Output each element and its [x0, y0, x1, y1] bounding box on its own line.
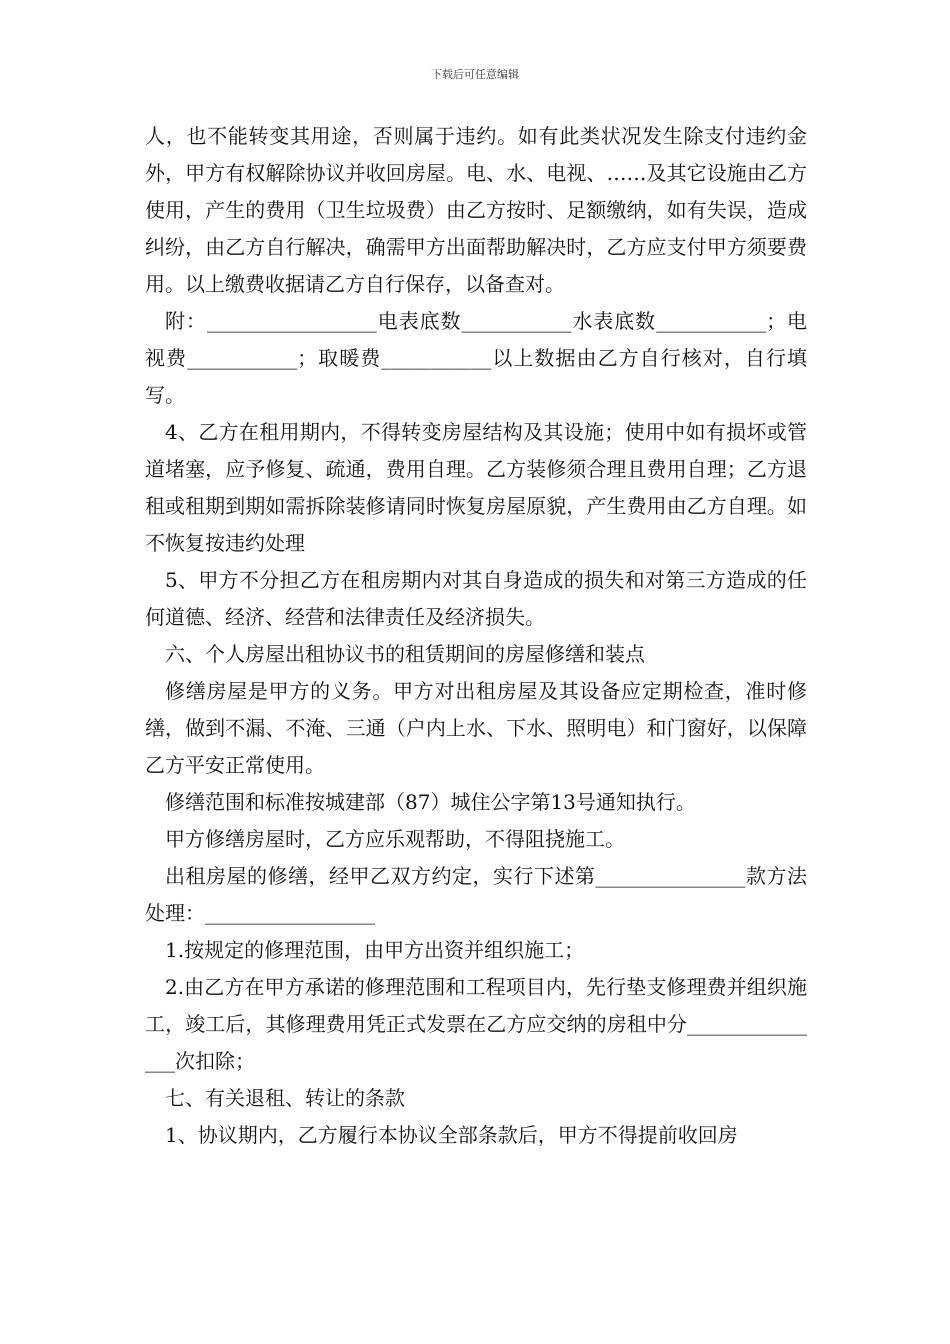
page-header: 下载后可任意编辑 — [431, 68, 519, 81]
paragraph-5: 修缮房屋是甲方的义务。甲方对出租房屋及其设备应定期检查，准时修缮，做到不漏、不淹、三通（户内上水、下水、照明电）和门窗好，以保障乙方平安正常使用。 — [145, 679, 807, 777]
paragraph-2: 附：_________________电表底数___________水表底数___________；电视费___________；取暖费___________以上数据由乙方自行核对，自行填写。 — [145, 309, 807, 407]
document-body — [145, 118, 807, 1154]
paragraph-1: 人，也不能转变其用途，否则属于违约。如有此类状况发生除支付违约金外，甲方有权解除协议并收回房屋。电、水、电视、……及其它设施由乙方使用，产生的费用（卫生垃圾费）由乙方按时、足额缴纳，如有失误，造成纠纷，由乙方自行解决，确需甲方出面帮助解决时，乙方应支付甲方须要费用。以上缴费收据请乙方自行保存，以备查对。 — [145, 124, 807, 296]
paragraph-4: 5、甲方不分担乙方在租房期内对其自身造成的损失和对第三方造成的任何道德、经济、经营和法律责任及经济损失。 — [145, 568, 807, 629]
section-heading-6: 六、个人房屋出租协议书的租赁期间的房屋修缮和装点 — [165, 642, 645, 666]
list-item-1: 1.按规定的修理范围，由甲方出资并组织施工； — [165, 938, 585, 962]
paragraph-7: 甲方修缮房屋时，乙方应乐观帮助，不得阻挠施工。 — [165, 827, 625, 851]
paragraph-9: 1、协议期内，乙方履行本协议全部条款后，甲方不得提前收回房 — [165, 1123, 738, 1147]
section-heading-7: 七、有关退租、转让的条款 — [165, 1086, 405, 1110]
paragraph-6: 修缮范围和标准按城建部（87）城住公字第13号通知执行。 — [165, 790, 696, 814]
paragraph-8: 出租房屋的修缮，经甲乙双方约定，实行下述第_______________款方法处理：_________________ — [145, 864, 807, 925]
paragraph-3: 4、乙方在租用期内，不得转变房屋结构及其设施；使用中如有损坏或管道堵塞，应予修复、疏通，费用自理。乙方装修须合理且费用自理；乙方退租或租期到期如需拆除装修请同时恢复房屋原貌，产生费用由乙方自理。如不恢复按违约处理 — [145, 420, 807, 555]
list-item-2: 2.由乙方在甲方承诺的修理范围和工程项目内，先行垫支修理费并组织施工，竣工后，其修理费用凭正式发票在乙方应交纳的房租中分_______________次扣除； — [145, 975, 807, 1073]
